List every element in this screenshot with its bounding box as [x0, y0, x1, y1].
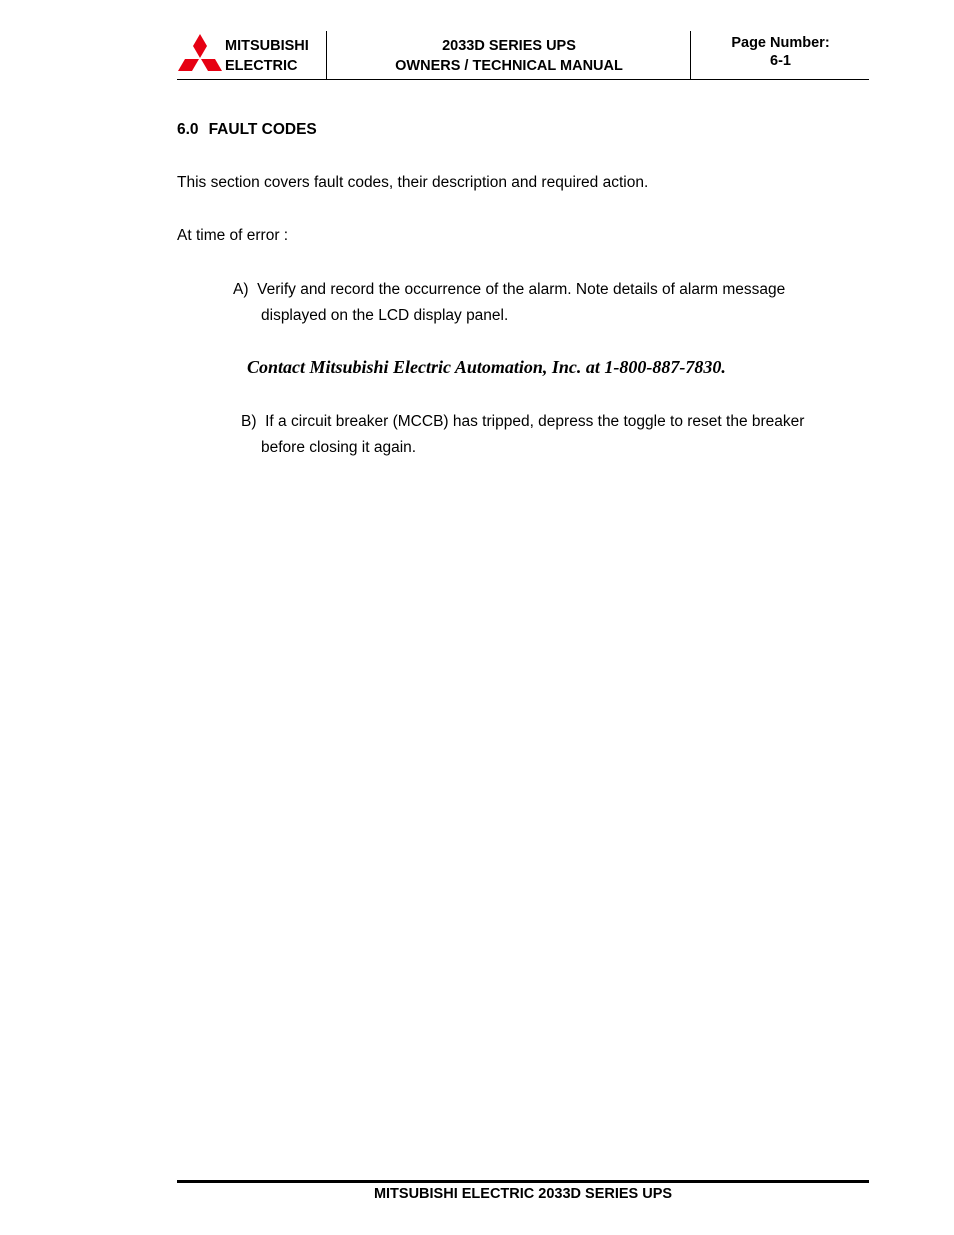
list-item-b-line-1: If a circuit breaker (MCCB) has tripped, depress the toggle to reset the breaker — [265, 413, 805, 430]
brand-line-1: MITSUBISHI — [225, 38, 309, 54]
list-item-a-line-1: Verify and record the occurrence of the alarm. Note details of alarm message — [257, 281, 786, 298]
at-time-paragraph: At time of error : — [177, 227, 289, 244]
list-marker-a: A) — [233, 281, 249, 298]
footer-rule — [177, 1180, 869, 1183]
section-title: FAULT CODES — [208, 121, 317, 138]
header-divider — [690, 31, 691, 79]
mitsubishi-logo-icon — [177, 33, 223, 73]
page-number-label: Page Number: — [731, 35, 830, 51]
manual-title-line-1: 2033D SERIES UPS — [442, 38, 576, 54]
page-number-value: 6-1 — [770, 53, 791, 69]
manual-title — [328, 36, 690, 76]
intro-paragraph: This section covers fault codes, their description and required action. — [177, 174, 649, 191]
brand-name — [225, 36, 309, 76]
page-number-block — [692, 34, 869, 70]
section-number: 6.0 — [177, 121, 199, 138]
page-header — [177, 31, 869, 80]
section-heading — [177, 121, 317, 139]
footer-text: MITSUBISHI ELECTRIC 2033D SERIES UPS — [373, 1186, 673, 1202]
header-divider — [326, 31, 327, 79]
list-item-a — [233, 277, 865, 329]
list-item-b — [241, 409, 865, 461]
list-item-b-line-2: before closing it again. — [261, 439, 417, 456]
list-marker-b: B) — [241, 413, 257, 430]
list-item-a-line-2: displayed on the LCD display panel. — [261, 307, 509, 324]
brand-line-2: ELECTRIC — [225, 58, 298, 74]
contact-notice: Contact Mitsubishi Electric Automation, Inc. at 1-800-887-7830. — [247, 357, 726, 377]
manual-title-line-2: OWNERS / TECHNICAL MANUAL — [395, 58, 623, 74]
